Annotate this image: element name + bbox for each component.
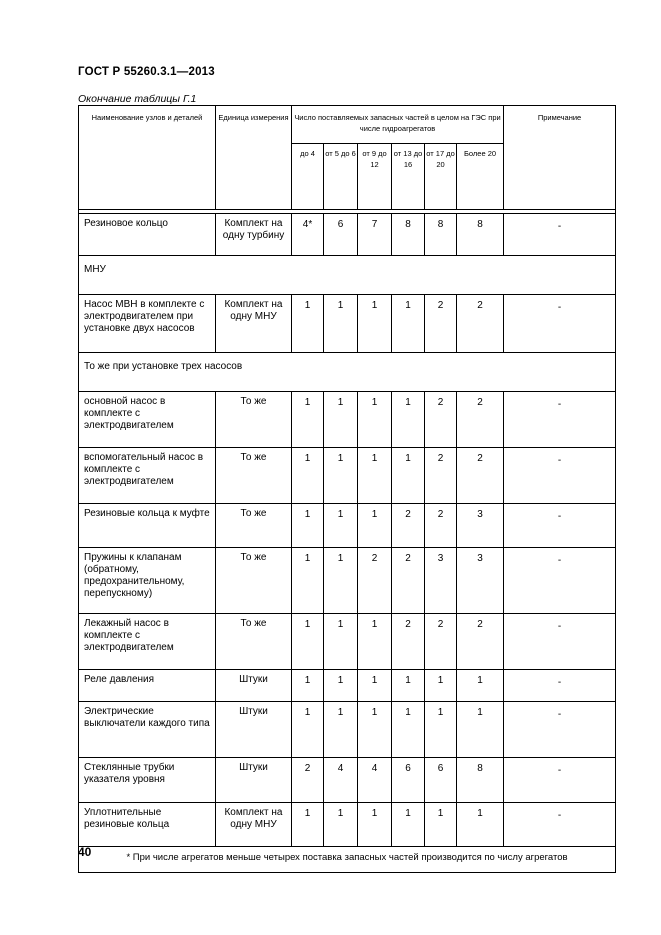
quantity-cell: 1 [358, 803, 392, 847]
part-name: Уплотнительные резиновые кольца [79, 803, 216, 847]
part-name: Электрические выключатели каждого типа [79, 702, 216, 758]
quantity-cell: 1 [392, 295, 425, 353]
quantity-cell: 1 [292, 548, 324, 614]
note-cell: - [504, 803, 616, 847]
quantity-cell: 2 [392, 614, 425, 670]
note-cell: - [504, 548, 616, 614]
table-row [79, 295, 616, 353]
quantity-cell: 1 [457, 670, 504, 702]
section-title: МНУ [79, 256, 616, 295]
quantity-cell: 1 [292, 670, 324, 702]
footnote: * При числе агрегатов меньше четырех поставка запасных частей производится по числу агрегатов [79, 847, 616, 873]
quantity-cell: 1 [457, 702, 504, 758]
table-row [79, 392, 616, 448]
quantity-cell: 1 [292, 448, 324, 504]
unit-cell: Комплект на одну МНУ [216, 803, 292, 847]
note-cell: - [504, 670, 616, 702]
section-row [79, 256, 616, 295]
unit-cell: Штуки [216, 702, 292, 758]
quantity-cell: 1 [324, 803, 358, 847]
table-row [79, 614, 616, 670]
quantity-cell: 1 [392, 670, 425, 702]
quantity-cell: 1 [358, 295, 392, 353]
quantity-cell: 2 [292, 758, 324, 803]
unit-cell: То же [216, 614, 292, 670]
unit-cell: Комплект на одну МНУ [216, 295, 292, 353]
section-row [79, 353, 616, 392]
header-row [79, 106, 616, 144]
note-cell: - [504, 504, 616, 548]
table-row [79, 214, 616, 256]
footnote-row [79, 847, 616, 873]
note-cell: - [504, 448, 616, 504]
quantity-cell: 1 [358, 702, 392, 758]
unit-cell: Комплект на одну турбину [216, 214, 292, 256]
quantity-cell: 2 [457, 448, 504, 504]
header-subcol: Более 20 [457, 144, 504, 210]
quantity-cell: 1 [358, 504, 392, 548]
quantity-cell: 2 [425, 504, 457, 548]
table-row [79, 803, 616, 847]
unit-cell: Штуки [216, 670, 292, 702]
quantity-cell: 4 [324, 758, 358, 803]
quantity-cell: 1 [457, 803, 504, 847]
quantity-cell: 2 [392, 504, 425, 548]
note-cell: - [504, 392, 616, 448]
note-cell: - [504, 702, 616, 758]
quantity-cell: 2 [358, 548, 392, 614]
quantity-cell: 1 [324, 670, 358, 702]
note-cell: - [504, 758, 616, 803]
quantity-cell: 1 [324, 614, 358, 670]
quantity-cell: 1 [292, 504, 324, 548]
document-header: ГОСТ Р 55260.3.1—2013 [78, 66, 215, 78]
header-name: Наименование узлов и деталей [79, 106, 216, 210]
quantity-cell: 3 [457, 548, 504, 614]
quantity-cell: 2 [425, 295, 457, 353]
quantity-cell: 1 [324, 504, 358, 548]
table-row [79, 758, 616, 803]
quantity-cell: 8 [425, 214, 457, 256]
quantity-cell: 1 [392, 392, 425, 448]
quantity-cell: 4 [358, 758, 392, 803]
quantity-cell: 2 [457, 295, 504, 353]
note-cell: - [504, 614, 616, 670]
spare-parts-table [78, 105, 616, 873]
quantity-cell: 1 [425, 803, 457, 847]
part-name: Лекажный насос в комплекте с электродвигателем [79, 614, 216, 670]
quantity-cell: 1 [324, 392, 358, 448]
quantity-cell: 6 [425, 758, 457, 803]
quantity-cell: 1 [425, 702, 457, 758]
quantity-cell: 1 [392, 803, 425, 847]
quantity-cell: 8 [457, 758, 504, 803]
part-name: Резиновые кольца к муфте [79, 504, 216, 548]
header-subcol: от 9 до 12 [358, 144, 392, 210]
table-row [79, 670, 616, 702]
quantity-cell: 2 [425, 448, 457, 504]
section-title: То же при установке трех насосов [79, 353, 616, 392]
table-row [79, 448, 616, 504]
quantity-cell: 1 [392, 702, 425, 758]
quantity-cell: 1 [292, 295, 324, 353]
table-row [79, 548, 616, 614]
quantity-cell: 1 [358, 670, 392, 702]
quantity-cell: 1 [292, 702, 324, 758]
header-subcol: от 17 до 20 [425, 144, 457, 210]
quantity-cell: 2 [457, 392, 504, 448]
quantity-cell: 1 [292, 614, 324, 670]
quantity-cell: 1 [358, 392, 392, 448]
unit-cell: То же [216, 392, 292, 448]
page-number: 40 [78, 845, 92, 859]
part-name: Пружины к клапанам (обратному, предохранительному, перепускному) [79, 548, 216, 614]
quantity-cell: 2 [425, 614, 457, 670]
quantity-cell: 2 [457, 614, 504, 670]
unit-cell: То же [216, 548, 292, 614]
quantity-cell: 1 [324, 295, 358, 353]
header-subcol: от 5 до 6 [324, 144, 358, 210]
quantity-cell: 3 [425, 548, 457, 614]
header-group: Число поставляемых запасных частей в целом на ГЭС при числе гидроагрегатов [292, 106, 504, 144]
header-subcol: до 4 [292, 144, 324, 210]
unit-cell: То же [216, 448, 292, 504]
quantity-cell: 1 [358, 614, 392, 670]
quantity-cell: 1 [324, 702, 358, 758]
part-name: Реле давления [79, 670, 216, 702]
quantity-cell: 1 [392, 448, 425, 504]
quantity-cell: 6 [392, 758, 425, 803]
quantity-cell: 1 [292, 392, 324, 448]
quantity-cell: 1 [324, 548, 358, 614]
part-name: Стеклянные трубки указателя уровня [79, 758, 216, 803]
quantity-cell: 1 [324, 448, 358, 504]
note-cell: - [504, 214, 616, 256]
header-unit: Единица измерения [216, 106, 292, 210]
part-name: основной насос в комплекте с электродвигателем [79, 392, 216, 448]
part-name: вспомогательный насос в комплекте с электродвигателем [79, 448, 216, 504]
part-name: Резиновое кольцо [79, 214, 216, 256]
table-row [79, 504, 616, 548]
header-note: Примечание [504, 106, 616, 210]
quantity-cell: 2 [425, 392, 457, 448]
note-cell: - [504, 295, 616, 353]
quantity-cell: 8 [392, 214, 425, 256]
quantity-cell: 3 [457, 504, 504, 548]
quantity-cell: 6 [324, 214, 358, 256]
quantity-cell: 7 [358, 214, 392, 256]
quantity-cell: 1 [358, 448, 392, 504]
part-name: Насос МВН в комплекте с электродвигателем при установке двух насосов [79, 295, 216, 353]
unit-cell: То же [216, 504, 292, 548]
unit-cell: Штуки [216, 758, 292, 803]
table-row [79, 702, 616, 758]
quantity-cell: 4* [292, 214, 324, 256]
table-caption: Окончание таблицы Г.1 [78, 93, 197, 105]
quantity-cell: 8 [457, 214, 504, 256]
header-subcol: от 13 до 16 [392, 144, 425, 210]
quantity-cell: 2 [392, 548, 425, 614]
quantity-cell: 1 [292, 803, 324, 847]
quantity-cell: 1 [425, 670, 457, 702]
